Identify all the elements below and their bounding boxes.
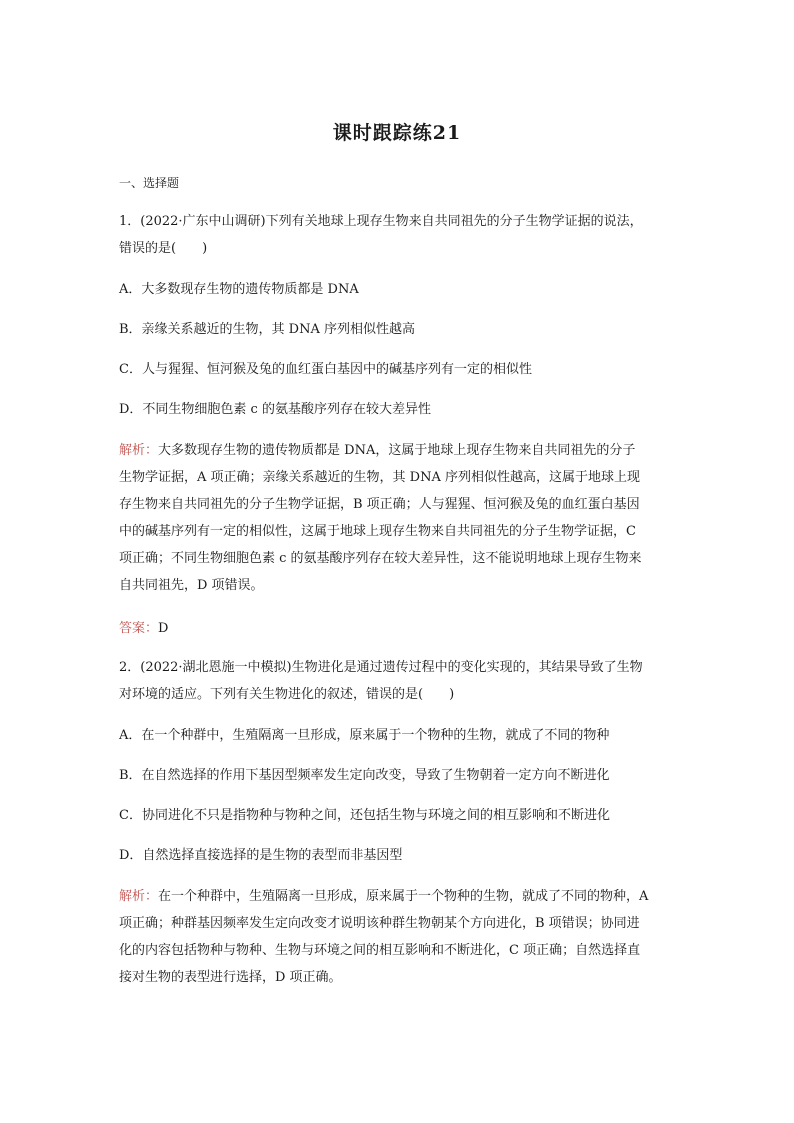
question-1-option-a: A．大多数现存生物的遗传物质都是 DNA <box>119 282 359 297</box>
question-1-option-b: B．亲缘关系越近的生物，其 DNA 序列相似性越高 <box>119 322 416 337</box>
question-1-stem-line-1: 1．(2022·广东中山调研)下列有关地球上现存生物来自共同祖先的分子生物学证据的说法， <box>119 214 643 229</box>
analysis-label: 解析： <box>119 443 159 458</box>
page-title: 课时跟踪练21 <box>332 122 462 144</box>
question-1-option-c: C．人与猩猩、恒河猴及兔的血红蛋白基因中的碱基序列有一定的相似性 <box>119 362 532 377</box>
question-2-analysis-line-1 <box>119 887 689 907</box>
question-2-analysis-line-3: 化的内容包括物种与物种、生物与环境之间的相互影响和不断进化，C 项正确；自然选择直 <box>119 943 641 958</box>
analysis-text: 在一个种群中，生殖隔离一旦形成，原来属于一个物种的生物，就成了不同的物种，A <box>158 889 649 904</box>
question-2-option-b: B．在自然选择的作用下基因型频率发生定向改变，导致了生物朝着一定方向不断进化 <box>119 768 610 783</box>
question-1-analysis-line-6: 自共同祖先，D 项错误。 <box>119 578 264 593</box>
answer-value: D <box>158 621 169 636</box>
question-1-analysis-line-3: 存生物来自共同祖先的分子生物学证据，B 项正确；人与猩猩、恒河猴及兔的血红蛋白基因 <box>119 497 640 512</box>
question-2-option-a: A．在一个种群中，生殖隔离一旦形成，原来属于一个物种的生物，就成了不同的物种 <box>119 728 610 743</box>
question-2-analysis-line-4: 接对生物的表型进行选择，D 项正确。 <box>119 970 342 985</box>
question-1-analysis-line-5: 项正确；不同生物细胞色素 c 的氨基酸序列存在较大差异性，这不能说明地球上现存生物来 <box>119 551 642 566</box>
answer-label: 答案： <box>119 621 159 636</box>
question-1-analysis-line-1 <box>119 441 689 461</box>
analysis-label: 解析： <box>119 889 159 904</box>
question-1-stem-line-2: 错误的是( ) <box>119 241 208 256</box>
question-2-option-d: D．自然选择直接选择的是生物的表型而非基因型 <box>119 848 403 863</box>
question-1-option-d: D．不同生物细胞色素 c 的氨基酸序列存在较大差异性 <box>119 402 431 417</box>
analysis-text: 大多数现存生物的遗传物质都是 DNA，这属于地球上现存生物来自共同祖先的分子 <box>158 443 636 458</box>
question-2-option-c: C．协同进化不只是指物种与物种之间，还包括生物与环境之间的相互影响和不断进化 <box>119 808 610 823</box>
question-2-stem-line-1: 2．(2022·湖北恩施一中模拟)生物进化是通过遗传过程中的变化实现的，其结果导致了生物 <box>119 660 643 675</box>
question-1-analysis-line-4: 中的碱基序列有一定的相似性，这属于地球上现存生物来自共同祖先的分子生物学证据，C <box>119 524 636 539</box>
section-heading: 一、选择题 <box>119 176 180 190</box>
question-2-analysis-line-2: 项正确；种群基因频率发生定向改变才说明该种群生物朝某个方向进化，B 项错误；协同进 <box>119 916 640 931</box>
question-1-analysis-line-2: 生物学证据，A 项正确；亲缘关系越近的生物，其 DNA 序列相似性越高，这属于地球上现 <box>119 470 640 485</box>
question-2-stem-line-2: 对环境的适应。下列有关生物进化的叙述，错误的是( ) <box>119 687 455 702</box>
question-1-answer <box>119 619 689 639</box>
